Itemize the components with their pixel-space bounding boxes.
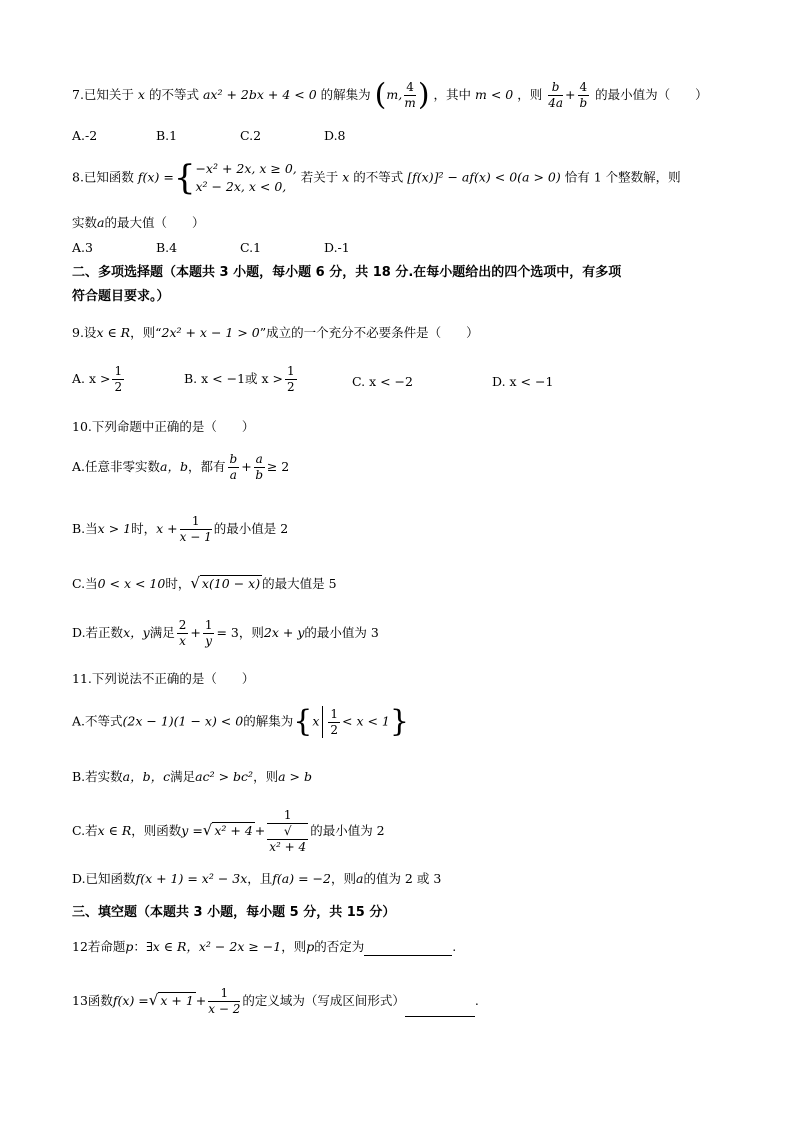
- q9-option-c: C. x < −2: [352, 374, 413, 389]
- q8-option-d: D.-1: [324, 240, 350, 255]
- q11-option-a: A.不等式(2x − 1)(1 − x) < 0的解集为{x $\frac{1}{2}$ < x < 1}: [72, 704, 409, 739]
- answer-blank-12[interactable]: [364, 943, 452, 956]
- question-10-stem: 10.下列命题中正确的是（ ）: [72, 419, 255, 434]
- q7-option-b: B.1: [156, 128, 178, 143]
- q9-option-b: B. x < −1或 x > $\frac{1}{2}$: [184, 364, 295, 394]
- question-11-stem: 11.下列说法不正确的是（ ）: [72, 671, 255, 686]
- q10-option-b: B.当x > 1时，x + $\frac{1}{x - 1}$ 的最小值是 2: [72, 514, 289, 544]
- q7-option-a: A.-2: [72, 128, 98, 143]
- q10-option-c: C.当0 < x < 10时，√ x(10 − x) 的最大值是 5: [72, 574, 337, 592]
- q9-option-a: A. x > $\frac{1}{2}$: [72, 364, 123, 394]
- section-3-heading: 三、填空题（本题共 3 小题，每小题 5 分，共 15 分）: [72, 905, 396, 920]
- q11-option-b: B.若实数a，b，c满足ac² > bc²，则a > b: [72, 769, 312, 784]
- q9-option-d: D. x < −1: [492, 374, 554, 389]
- q10-option-d: D.若正数x，y满足 $\frac{2}{x}$ + $\frac{1}{y}$ = 3，则2x + y的最小值为 3: [72, 618, 379, 648]
- q7-option-d: D.8: [324, 128, 346, 143]
- question-9-stem: 9.设x ∈ R，则“2x² + x − 1 > 0”成立的一个充分不必要条件是（ ）: [72, 325, 479, 340]
- q8-option-c: C.1: [240, 240, 262, 255]
- question-12: 12若命题p：∃x ∈ R，x² − 2x ≥ −1，则p的否定为 .: [72, 939, 457, 954]
- q8-option-b: B.4: [156, 240, 178, 255]
- question-8-stem-cont: 实数a的最大值（ ）: [72, 215, 205, 230]
- question-7-stem: 7.已知关于 x 的不等式 ax² + 2bx + 4 < 0 的解集为 (m, $\frac{4}{m}$ ) ，其中 m < 0 ，则 $\frac{b}{4a}$ + $\frac{4}{b}$ 的最小值为（ ）: [72, 77, 708, 113]
- q11-option-c: C.若x ∈ R，则函数y =√ x² + 4 + 1 √ x² + 4 的最小值为 2: [72, 808, 385, 854]
- section-2-heading: 二、多项选择题（本题共 3 小题，每小题 6 分，共 18 分.在每小题给出的四个选项中，有多项: [72, 265, 622, 280]
- q7-option-c: C.2: [240, 128, 262, 143]
- q10-option-a: A.任意非零实数a，b，都有 $\frac{b}{a}$ + $\frac{a}{b}$ ≥ 2: [72, 452, 290, 482]
- question-13: 13函数f(x) =√ x + 1 + $\frac{1}{x - 2}$ 的定义域为（写成区间形式） .: [72, 986, 479, 1016]
- question-8-stem: 8.已知函数 f(x) ={ −x² + 2x, x ≥ 0, x² − 2x, x < 0, 若关于 x 的不等式 [f(x)]² − af(x) < 0(a > 0) 恰有 1 个整数解，则: [72, 158, 681, 198]
- section-2-heading-cont: 符合题目要求。）: [72, 289, 170, 304]
- answer-blank-13[interactable]: [405, 1004, 475, 1017]
- q11-option-d: D.已知函数f(x + 1) = x² − 3x，且f(a) = −2，则a的值为 2 或 3: [72, 871, 442, 886]
- q8-option-a: A.3: [72, 240, 93, 255]
